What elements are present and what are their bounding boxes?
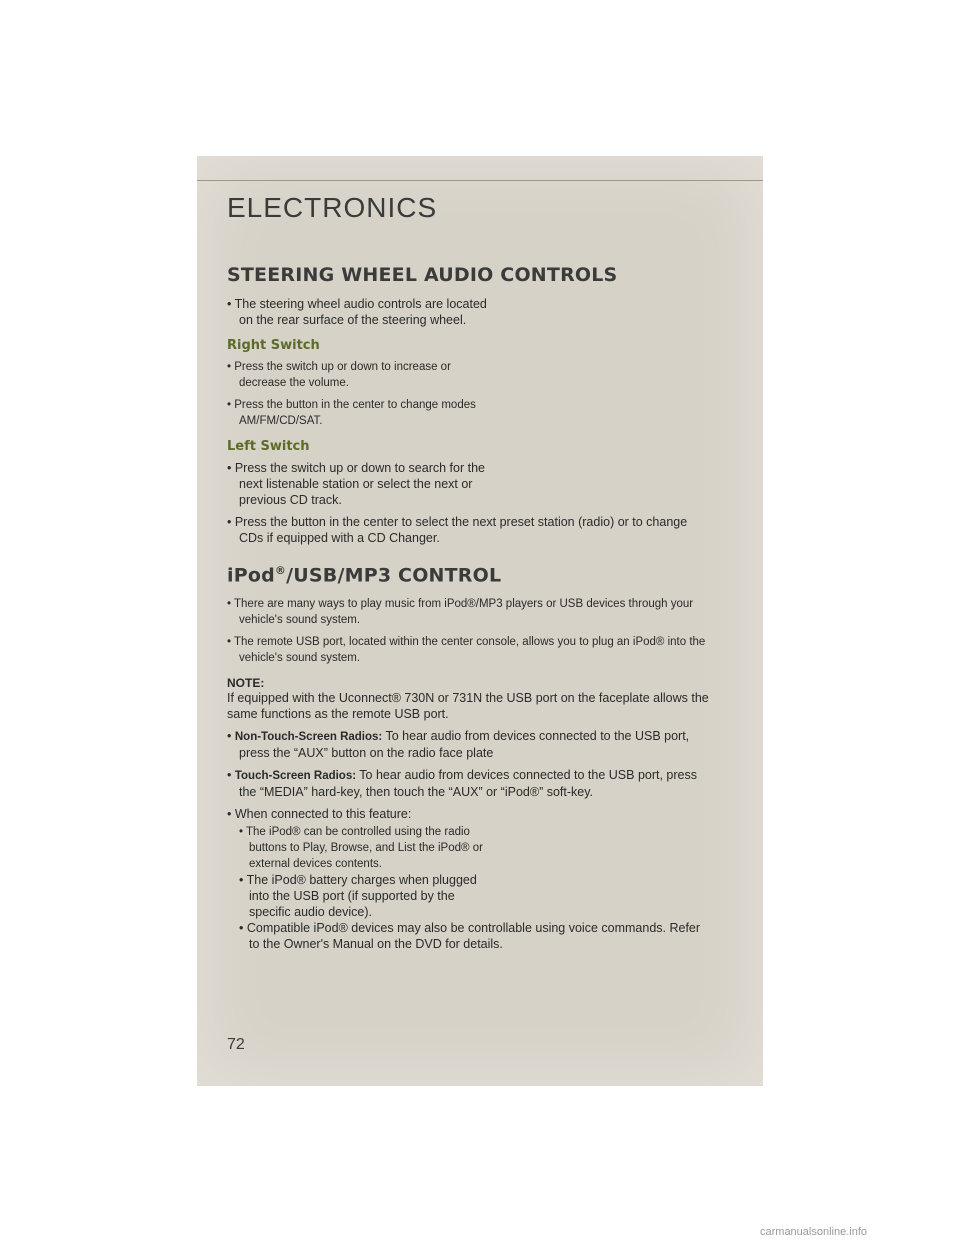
- ipod-item: • There are many ways to play music from iPod®/MP3 players or USB devices through your vehicle's sound system.: [227, 598, 694, 627]
- header-rule: [197, 180, 763, 181]
- ipod-title-sup: ®: [274, 564, 287, 577]
- steering-intro: • The steering wheel audio controls are located on the rear surface of the steering wheel.: [227, 297, 487, 327]
- section-header: ELECTRONICS: [227, 192, 438, 223]
- non-touch-text: To hear audio from devices connected to the USB port, press the “AUX” button on the radio face plate: [239, 729, 690, 761]
- connected-item: • Compatible iPod® devices may also be controllable using voice commands. Refer to the Owner's Manual on the DVD for details.: [239, 921, 701, 952]
- left-switch-item: • Press the button in the center to select the next preset station (radio) or to change CDs if equipped with a CD Changer.: [227, 515, 688, 545]
- note-label: NOTE:: [227, 676, 265, 691]
- note-text: If equipped with the Uconnect® 730N or 731N the USB port on the faceplate allows the same functions as the remote USB port.: [227, 691, 709, 722]
- left-switch-title: Left Switch: [227, 439, 310, 454]
- page-number: 72: [227, 1036, 245, 1053]
- non-touch-label: Non-Touch-Screen Radios:: [234, 731, 383, 744]
- right-switch-item: • Press the switch up or down to increase or decrease the volume.: [227, 361, 451, 389]
- ipod-title-pre: iPod: [227, 564, 275, 587]
- ipod-item: • The remote USB port, located within the center console, allows you to plug an iPod® into the vehicle's sound system.: [227, 636, 706, 665]
- touch-text: To hear audio from devices connected to the USB port, press the “MEDIA” hard-key, then touch the “AUX” or “iPod®” soft-key.: [239, 768, 697, 800]
- manual-page: [197, 156, 763, 1086]
- connected-item: • The iPod® battery charges when plugged into the USB port (if supported by the specific audio device).: [239, 873, 477, 920]
- touch-item: • Touch-Screen Radios: To hear audio from devices connected to the USB port, press the “MEDIA” hard-key, then touch the “AUX” or “iPod®” soft-key.: [227, 768, 697, 800]
- page-content: [227, 264, 711, 952]
- steering-title: STEERING WHEEL AUDIO CONTROLS: [227, 264, 618, 286]
- touch-label: Touch-Screen Radios:: [234, 770, 357, 783]
- connected-item: • The iPod® can be controlled using the radio buttons to Play, Browse, and List the iPod® or external devices contents.: [239, 826, 483, 871]
- left-switch-item: • Press the switch up or down to search for the next listenable station or select the next or previous CD track.: [227, 461, 485, 507]
- watermark: carmanualsonline.info: [760, 1226, 868, 1238]
- right-switch-item: • Press the button in the center to change modes AM/FM/CD/SAT.: [227, 399, 476, 427]
- right-switch-title: Right Switch: [227, 338, 320, 353]
- non-touch-item: • Non-Touch-Screen Radios: To hear audio from devices connected to the USB port, press the “AUX” button on the radio face plate: [227, 729, 690, 761]
- ipod-title-post: /USB/MP3 CONTROL: [286, 564, 502, 587]
- ipod-title: [227, 564, 711, 586]
- connected-intro: • When connected to this feature:: [227, 807, 412, 822]
